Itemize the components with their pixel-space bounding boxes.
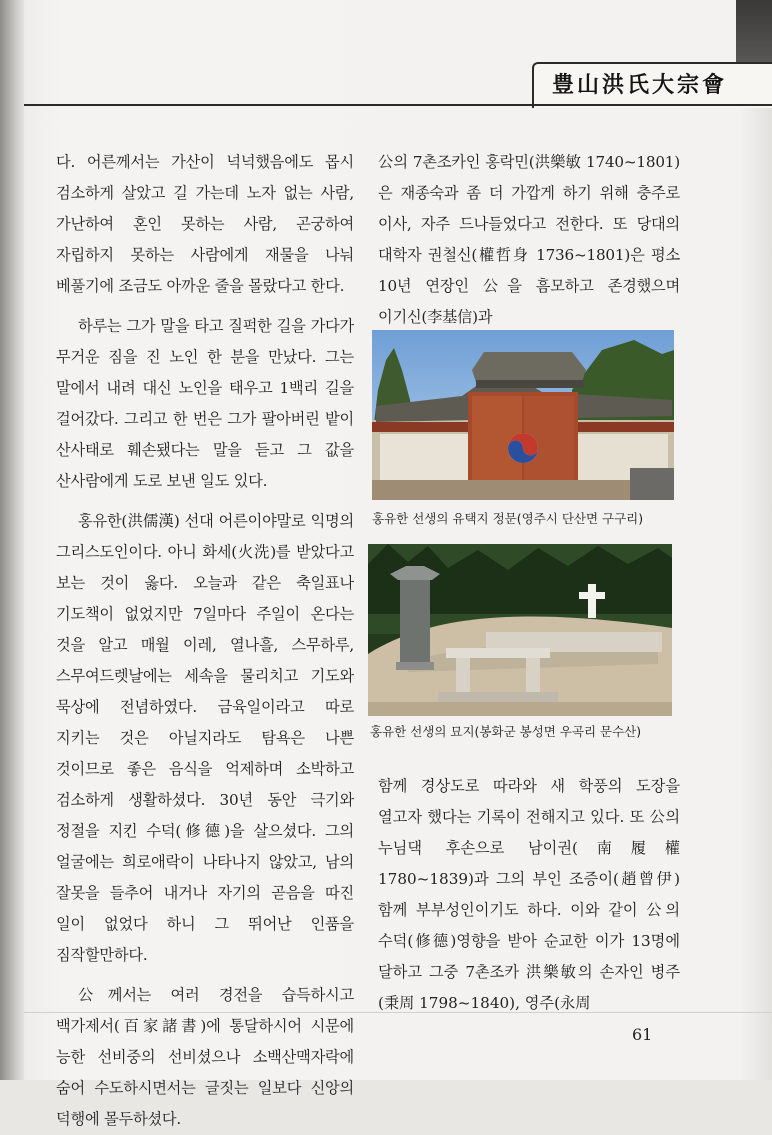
paragraph: 公의 7촌조카인 홍락민(洪樂敏 1740~1801)은 재종숙과 좀 더 가깝게 하기 위해 충주로 이사, 자주 드나들었다고 전한다. 또 당대의 대학자 권철신(權哲身 1736~1801)은 평소 10년 연장인 公을 흠모하고 존경했으며 이기신(李基信)과 [378,153,680,326]
paragraph: 다. 어른께서는 가산이 넉넉했음에도 몹시 검소하게 살았고 길 가는데 노자 없는 사람, 가난하여 혼인 못하는 사람, 곤궁하여 자립하지 못하는 사람에게 재물을 나눠 베풀기에 조금도 아까운 줄을 몰랐다고 한다. [56,153,354,295]
paragraph: 함께 경상도로 따라와 새 학풍의 도장을 열고자 했다는 기록이 전해지고 있다. 또 公의 누님댁 후손으로 남이권(南履權 1780~1839)과 그의 부인 조증이(趙曾伊) 함께 부부성인이기도 하다. 이와 같이 公의 수덕(修德)영향을 받아 순교한 이가 13명에 달하고 그중 7촌조카 洪樂敏의 손자인 병주(秉周 1798~1840), 영주(永周 [378,777,680,1012]
book-spine [0,0,24,1080]
paragraph: 홍유한(洪儒漢) 선대 어른이야말로 익명의 그리스도인이다. 아니 화세(火洗)를 받았다고 보는 것이 옳다. 오늘과 같은 축일표나 기도책이 없었지만 7일마다 주일이 온다는 것을 알고 매월 이레, 열나흘, 스무하루, 스무여드렛날에는 세속을 물리치고 기도와 묵상에 전념하였다. 금육일이라고 따로 지키는 것은 아닐지라도 탐욕은 나쁜 것이므로 좋은 음식을 억제하며 소박하고 검소하게 생활하셨다. 30년 동안 극기와 정절을 지킨 수덕(修德)을 살으셨다. 그의 얼굴에는 희로애락이 나타나지 않았고, 남의 잘못을 들추어 내거나 자기의 곧음을 따진 일이 없었다 하니 그 뛰어난 인품을 짐작할만하다. [56,512,354,964]
left-column [56,147,354,1135]
tomb-photo [368,544,672,716]
photo-caption: 홍유한 선생의 묘지(봉화군 봉성면 우곡리 문수산) [370,724,642,739]
gate-photo [372,330,674,500]
header-rule [24,104,772,106]
paragraph: 하루는 그가 말을 타고 질퍽한 길을 가다가 무거운 짐을 진 노인 한 분을 만났다. 그는 말에서 내려 대신 노인을 태우고 1백리 길을 걸어갔다. 그리고 한 번은 그가 팔아버린 밭이 산사태로 훼손됐다는 말을 듣고 그 값을 산사람에게 도로 보낸 일도 있다. [56,317,354,490]
header-title: 豊山洪氏大宗會 [552,72,728,98]
paragraph: 公께서는 여러 경전을 습득하시고 백가제서(百家諸書)에 통달하시어 시문에 능한 선비중의 선비셨으나 소백산맥자락에 숨어 수도하시면서는 글짓는 일보다 신앙의 덕행에 몰두하셨다. [56,986,354,1128]
right-column-bottom [378,771,680,1019]
photo-caption: 홍유한 선생의 유택지 정문(영주시 단산면 구구리) [372,511,644,526]
right-column-top [378,147,680,333]
footer-rule [24,1012,772,1013]
page-number: 61 [632,1025,653,1044]
